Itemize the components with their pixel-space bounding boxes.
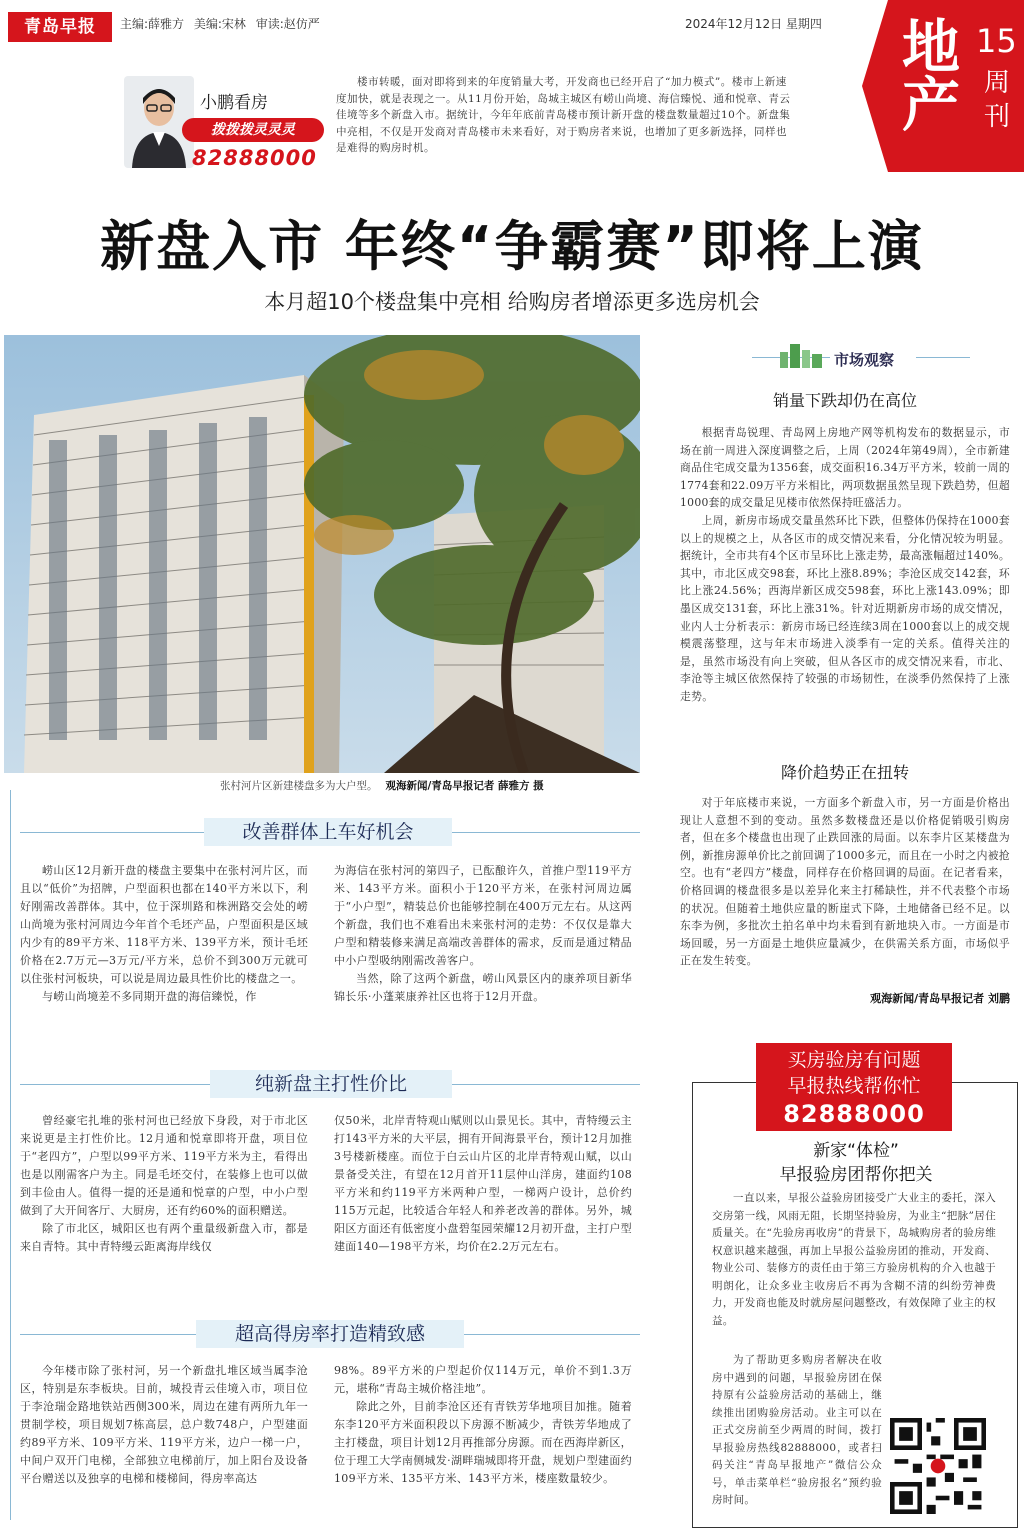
market-observation-label: 市场观察 <box>834 351 895 369</box>
paragraph: 上周，新房市场成交量虽然环比下跌，但整体仍保持在1000套以上的规模之上，从各区市的成交情况来看，分化情况较为明显。据统计，全市共有4个区市呈环比上涨走势，最高涨幅超过140%。其中，市北区成交98套，环比上涨8.89%；李沧区成交142套，环比上涨24.56%；西海岸新区成交598套，环比上涨143.09%；即墨区成交131套，环比上涨31%。针对近期新房市场的成交情况，业内人士分析表示：新房市场已经连续3周在1000套以上的成交规模震荡整理，这与年末市场进入淡季有一定的关系。值得关注的是，虽然市场没有向上突破，但从各区市的成交情况来看，市北、李沧等主城区依然保持了较强的市场韧性，在淡季仍然保持了上涨走势。 <box>680 513 1010 703</box>
market-byline: 观海新闻/青岛早报记者 刘鹏 <box>870 992 1010 1005</box>
paragraph: 对于年底楼市来说，一方面多个新盘入市，另一方面是价格出现让人意想不到的变动。虽然多数楼盘还是以价格促销吸引购房者，但在多个楼盘也出现了止跌回涨的局面。以东李片区某楼盘为例，新推房源单价比之前回调了1000多元，而且在一小时之内被抢空。也有“老四方”楼盘，同样存在价格回调的局面。在记者看来，价格回调的楼盘很多是以差异化来主打稀缺性，并不代表整个市场的状况。但随着土地供应量的断崖式下降，土地储备已经不足。以东李为例，多批次土拍名单中均未看到有新地块入市。一方面是市场回暖，另一方面是土地供应量减少，在供需关系方面，市场似乎正在发生转变。 <box>680 796 1010 968</box>
section-3-col-1 <box>20 1362 308 1488</box>
editor-credits <box>120 15 326 32</box>
promo-text <box>712 1190 996 1330</box>
banner-phone: 82888000 <box>783 1100 925 1128</box>
banner-line-2: 早报热线帮你忙 <box>787 1075 921 1097</box>
city-skyline-icon <box>778 340 828 370</box>
market-heading-2: 降价趋势正在扭转 <box>780 763 909 782</box>
chief-editor: 主编:薛雅方 <box>120 17 185 31</box>
section-heading-3: 超高得房率打造精致感 <box>196 1320 464 1348</box>
section-1-col-1 <box>20 862 308 1006</box>
news-photo <box>4 335 640 773</box>
photo-credit: 观海新闻/青岛早报记者 薛雅方 摄 <box>385 780 544 792</box>
section-2-col-1 <box>20 1112 308 1256</box>
issue-date: 2024年12月12日 星期四 <box>685 17 822 31</box>
section-block-tab <box>862 0 888 172</box>
paragraph: 崂山区12月新开盘的楼盘主要集中在张村河片区，而且以“低价”为招牌，户型面积也都在140平方米以下，利好刚需改善群体。其中，位于深圳路和株洲路交会处的崂山尚境为张村河周边今年首个毛坯产品，户型面积是区域内少有的89平方米、118平方米、139平方米，预计毛坯价格在2.7万元—3万元/平方米，总价不到300万元就可以住张村河板块，可以说是周边最具性价比的楼盘之一。 <box>20 864 308 985</box>
page-number: 15 <box>976 22 1017 60</box>
paragraph: 与崂山尚境差不多同期开盘的海信臻悦，作 <box>42 990 257 1003</box>
building-photo-icon <box>4 335 640 773</box>
section-2-col-2 <box>334 1112 632 1256</box>
section-heading-1: 改善群体上车好机会 <box>204 818 452 846</box>
column-phone: 82888000 <box>192 146 317 170</box>
photo-caption <box>220 778 544 793</box>
paragraph: 根据青岛锐理、青岛网上房地产网等机构发布的数据显示，市场在前一周进入深度调整之后，上周（2024年第49周），全市新建商品住宅成交量为1356套，成交面积16.34万平方米，较前一周的1774套和22.09万平方米相比，两项数据虽然呈现下跌趋势，但超1000套的成交量足见楼市依然保持旺盛活力。 <box>680 426 1010 510</box>
newspaper-logo: 青岛早报 <box>8 12 112 42</box>
paragraph: 当然，除了这两个新盘，崂山风景区内的康养项目新华锦长乐·小蓬莱康养社区也将于12月开盘。 <box>334 972 632 1003</box>
hotline-banner <box>756 1043 952 1131</box>
paragraph: 曾经豪宅扎堆的张村河也已经放下身段，对于市北区来说更是主打性价比。12月通和悦章即将开盘，项目位于“老四方”，户型以99平方米、119平方米为主，看得出也是以刚需客户为主。同是毛坯交付，在装修上也可以做到丰俭由人。值得一提的还是通和悦章的户型，中小户型做到了大开间客厅、大厨房，还有约60%的面积赠送。 <box>20 1114 308 1217</box>
banner-line-1: 买房验房有问题 <box>787 1049 921 1071</box>
column-title: 小鹏看房 <box>200 93 268 113</box>
paragraph: 除了市北区，城阳区也有两个重量级新盘入市，都是来自青特。其中青特缦云距离海岸线仅 <box>20 1222 308 1253</box>
promo-text-2 <box>712 1352 882 1510</box>
paragraph: 为海信在张村河的第四子，已酝酿许久，首推户型119平方米、143平方米。面积小于120平方米，在张村河周边属于“小户型”，精装总价也能够控制在400万元左右。从这两个新盘，我们也不难看出未来张村河的走势：不仅仅是靠大户型和精装修来满足高端改善群体的需求，反而是通过精品中小户型吸纳刚需改善客户。 <box>334 864 632 967</box>
weekly-label: 周刊 <box>984 68 1011 132</box>
promo-title-1: 新家“体检” <box>813 1141 899 1161</box>
headline: 新盘入市 年终“争霸赛”即将上演 <box>100 215 924 278</box>
section-heading-2: 纯新盘主打性价比 <box>210 1070 452 1098</box>
qr-code-icon[interactable] <box>890 1418 986 1514</box>
subheadline: 本月超10个楼盘集中亮相 给购房者增添更多选房机会 <box>264 290 760 314</box>
market-heading-1: 销量下跌却仍在高位 <box>772 391 917 410</box>
promo-title-2: 早报验房团帮你把关 <box>779 1165 933 1185</box>
paragraph: 仅50米，北岸青特观山赋则以山景见长。其中，青特缦云主打143平方米的大平层，拥有开间海景平台，预计12月加推3号楼新楼座。而位于白云山片区的北岸青特观山赋，以山景备受关注，有望在12月首开11层仲山洋房，建面约108平方米和约119平方米两种户型，一梯两户设计，总价约115万元起，比较适合年轻人和养老改善的群体。另外，城阳区方面还有低密度小盘碧玺园荣耀12月初开盘，主打户型建面140—198平方米，均价在2.2万元左右。 <box>334 1114 632 1253</box>
paragraph: 98%。89平方米的户型起价仅114万元，单价不到1.3万元，堪称“青岛主城价格洼地”。 <box>334 1364 632 1395</box>
section-3-col-2 <box>334 1362 632 1488</box>
photo-caption-text: 张村河片区新建楼盘多为大户型。 <box>220 780 378 792</box>
paragraph: 除此之外，目前李沧区还有青铁芳华地项目加推。随着东李120平方米面积段以下房源不断减少，青铁芳华地成了主打楼盘，项目计划12月再推部分房源。而在西海岸新区，位于理工大学南侧城发·湖畔瑞城即将开盘，规划户型建面约109平方米、135平方米、143平方米，楼座数量较少。 <box>334 1400 632 1485</box>
column-intro: 楼市转暖，面对即将到来的年度销量大考，开发商也已经开启了“加力模式”。楼市上新速度加快，就是表现之一。从11月份开始，岛城主城区有崂山尚境、海信臻悦、通和悦章、青云佳境等多个新盘入市。据统计，今年年底前青岛楼市预计新开盘的楼盘数量超过10个。新盘集中亮相，不仅是开发商对青岛楼市未来看好，对于购房者来说，也增加了更多新选择，同样也是难得的购房时机。 <box>336 76 791 154</box>
hotline-badge: 拨拨拨灵灵灵 <box>182 118 324 142</box>
market-text-1 <box>680 424 1010 706</box>
article-border-left <box>10 790 11 1520</box>
paragraph: 一直以来，早报公益验房团接受广大业主的委托，深入交房第一线，风雨无阻，长期坚持验房，为业主“把脉”居住质量关。在“先验房再收房”的背景下，岛城购房者的验房维权意识越来越强，再加上早报公益验房团的推动，开发商、物业公司、装修方的责任由于第三方验房机构的介入也越于明朗化，让众多业主收房后不再为含糊不清的纠纷劳神费力，开发商也能及时就房屋问题整改，有效保障了业主的权益。 <box>712 1192 996 1327</box>
section-name: 地产 <box>902 13 961 139</box>
art-editor: 美编:宋林 <box>193 17 246 31</box>
paragraph: 为了帮助更多购房者解决在收房中遇到的问题，早报验房团在保持原有公益验房活动的基础上，继续推出团购验房活动。业主可以在正式交房前至少两周的时间，拨打早报验房热线82888000，或者扫码关注“青岛早报地产”微信公众号，单击菜单栏“验房报名”预约验房时间。 <box>712 1354 882 1506</box>
paragraph: 今年楼市除了张村河，另一个新盘扎堆区域当属李沧区，特别是东李板块。目前，城投青云佳境入市，项目位于李沧瑞金路地铁站西侧300米，周边在建有两所九年一贯制学校，项目规划7栋高层，总户数748户，户型建面约89平方米、109平方米、119平方米，边户一梯一户，中间户双开门电梯，全部独立电梯前厅，加上阳台及设备平台赠送以及独享的电梯和楼梯间，得房率高达 <box>20 1364 308 1485</box>
proof-reader: 审读:赵仿严 <box>255 17 320 31</box>
section-1-col-2 <box>334 862 632 1006</box>
market-text-2 <box>680 794 1010 970</box>
